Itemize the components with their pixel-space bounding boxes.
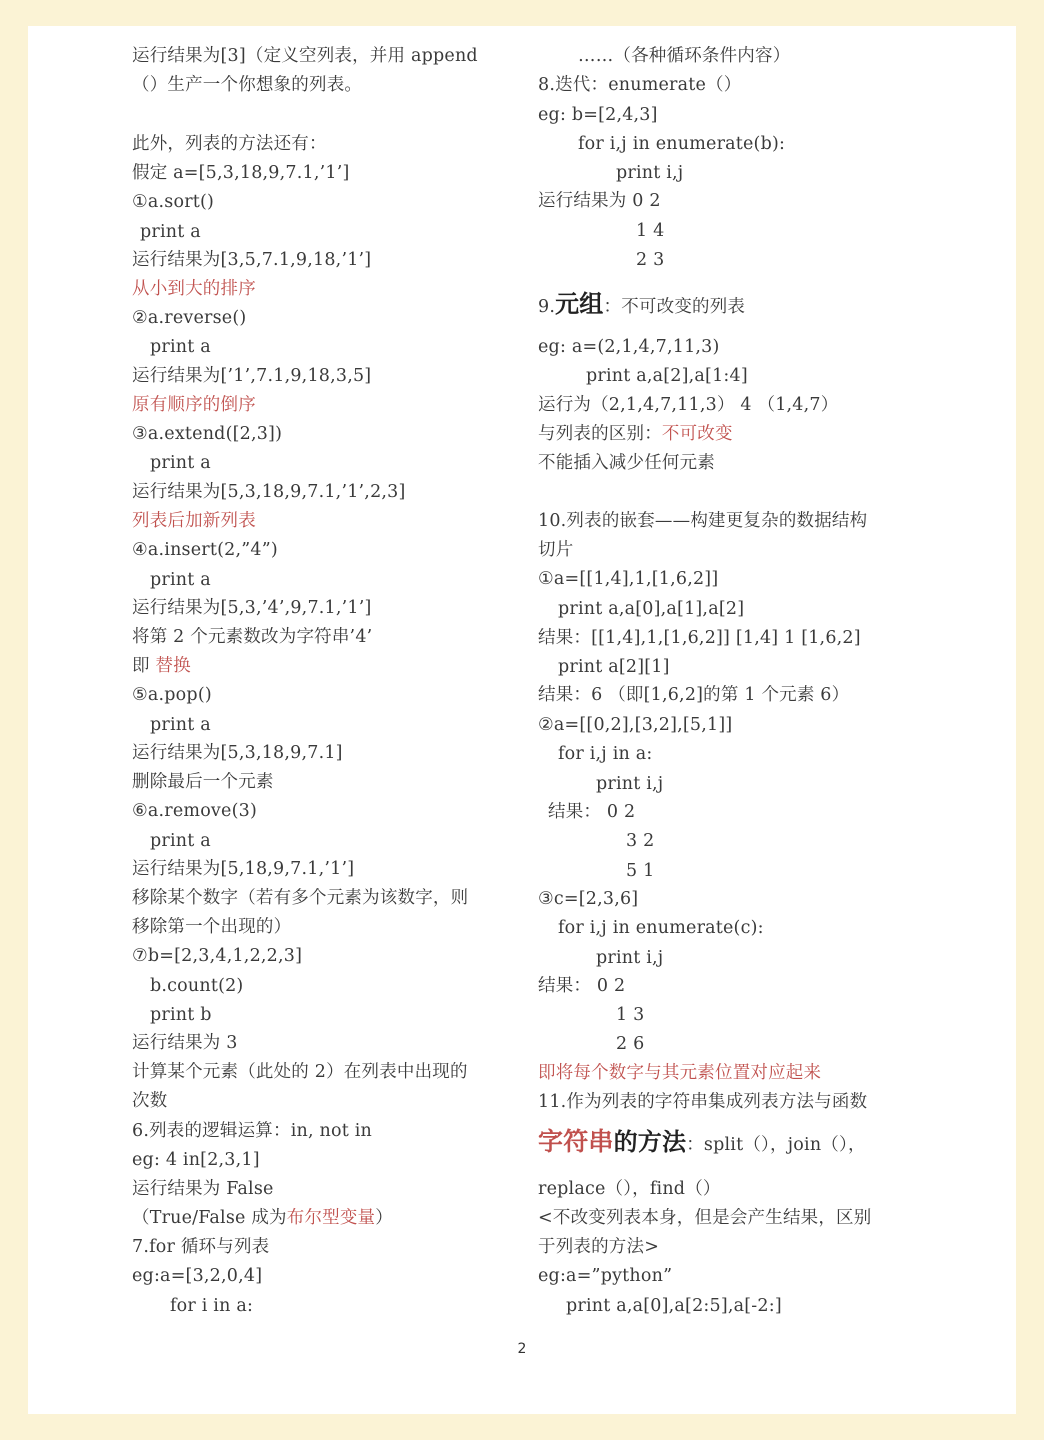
right-text-line [578,44,790,68]
left-text-line [132,190,214,214]
line-text: 运行为（2,1,4,7,11,3） 4 （1,4,7） [538,395,839,415]
line-text: 此外，列表的方法还有： [132,134,327,154]
line-text: 结果： 0 2 [548,802,636,822]
line-text: 不能插入减少任何元素 [538,453,715,473]
line-text: print a [150,337,211,357]
line-tail: 不可改变 [661,424,733,444]
line-tail: 替换 [155,656,191,676]
left-text-line [132,683,212,707]
right-text-line [538,713,732,737]
line-text: 从小到大的排序 [132,279,256,299]
line-text: 假定 a=[5,3,18,9,7.1,’1’] [132,163,350,183]
right-text-line [578,132,785,156]
line-text: print b [150,1005,212,1025]
heading-text: 元组 [555,289,604,318]
left-text-line [132,1119,372,1143]
line-text: print a,a[0],a[2:5],a[-2:] [566,1296,782,1316]
left-text-line [132,1206,393,1230]
right-text-line [558,655,670,679]
line-text: ⑥a.remove(3) [132,801,257,821]
right-text-line [558,597,744,621]
line-text: （）生产一个你想象的列表。 [132,75,363,95]
left-text-line [150,1003,212,1027]
document-page [28,26,1016,1414]
right-text-line [566,1294,782,1318]
line-text: 删除最后一个元素 [132,772,274,792]
heading-text: 的方法 [613,1127,687,1156]
left-text-line [132,538,278,562]
left-text-line [132,1264,262,1288]
line-text: 运行结果为 False [132,1179,274,1199]
left-text-line [132,1031,238,1055]
line-text: 8.迭代：enumerate（） [538,75,742,95]
left-text-line [132,1060,468,1084]
line-text: print i,j [596,948,664,968]
right-text-line [538,1090,867,1114]
line-text: print a [140,222,201,242]
line-text: ……（各种循环条件内容） [578,46,791,66]
line-text: 移除第一个出现的） [132,917,292,937]
left-text-line [132,277,256,301]
left-text-line [132,770,274,794]
line-text: eg:a=[3,2,0,4] [132,1266,263,1286]
left-text-line [132,741,343,765]
right-text-line [636,248,664,272]
right-text-line [538,1235,659,1259]
line-text: 原有顺序的倒序 [132,395,256,415]
left-text-line [132,1089,167,1113]
right-text-line [538,451,715,475]
right-text-line [636,219,664,243]
line-text: eg:a=”python” [538,1266,673,1286]
line-text: 3 2 [626,831,655,851]
line-text: 运行结果为[5,3,’4’,9,7.1,’1’] [132,598,372,618]
right-text-line [538,73,741,97]
line-text: 列表后加新列表 [132,511,256,531]
line-text: replace（），find（） [538,1179,721,1199]
right-text-line [538,538,573,562]
line-text: print a [150,715,211,735]
line-text: ②a.reverse() [132,308,247,328]
left-text-line [132,944,302,968]
right-text-line [538,567,718,591]
left-text-line [132,509,256,533]
right-text-line [538,1177,721,1201]
right-text-line [596,946,663,970]
right-text-line [616,1032,644,1056]
right-text-line [558,742,652,766]
left-text-line [132,857,354,881]
line-text: eg: b=[2,4,3] [538,105,658,125]
line-text: 即将每个数字与其元素位置对应起来 [538,1063,822,1083]
right-text-line [538,1061,821,1085]
line-text: 1 4 [636,221,665,241]
line-text: ①a.sort() [132,192,215,212]
line-text: 计算某个元素（此处的 2）在列表中出现的 [132,1062,468,1082]
left-text-line [132,44,478,68]
right-text-line [558,916,764,940]
line-text: print i,j [616,163,684,183]
line-text: 运行结果为 0 2 [538,191,661,211]
left-text-line [132,480,406,504]
left-text-line [132,364,371,388]
line-text: 次数 [132,1091,168,1111]
line-text: for i,j in a: [558,744,653,764]
line-tail-end: ） [375,1208,393,1228]
left-text-line [132,625,372,649]
line-text: 9. [538,297,556,317]
line-text: print i,j [596,774,664,794]
left-text-line [132,132,327,156]
line-text: ⑦b=[2,3,4,1,2,2,3] [132,946,303,966]
line-text: ②a=[[0,2],[3,2],[5,1]] [538,715,733,735]
line-text: 2 6 [616,1034,645,1054]
line-text: 2 3 [636,250,665,270]
left-text-line [132,1148,260,1172]
line-text: 1 3 [616,1005,645,1025]
line-tail: 布尔型变量 [286,1208,376,1228]
left-text-line [132,596,372,620]
left-text-line [150,829,211,853]
right-text-line [538,289,746,319]
left-text-line [132,799,257,823]
line-text: 与列表的区别： [538,424,662,444]
line-text: 7.for 循环与列表 [132,1237,270,1257]
line-text: <不改变列表本身，但是会产生结果，区别 [538,1208,872,1228]
line-text: for i,j in enumerate(c): [558,918,764,938]
line-text: 10.列表的嵌套——构建更复杂的数据结构 [538,511,868,531]
line-text: （True/False 成为 [132,1208,287,1228]
line-text: 移除某个数字（若有多个元素为该数字，则 [132,888,469,908]
left-text-line [132,248,371,272]
line-text: 运行结果为[3,5,7.1,9,18,’1’] [132,250,372,270]
right-text-line [626,859,654,883]
left-text-line [132,73,362,97]
line-text: for i,j in enumerate(b): [578,134,786,154]
right-text-line [538,335,720,359]
left-text-line [150,451,211,475]
right-text-line [626,829,654,853]
right-text-line [616,161,683,185]
right-text-line [616,1003,644,1027]
right-text-line [538,509,867,533]
right-text-line [538,1206,871,1230]
page-number: 2 [517,1341,527,1357]
line-text: print a[2][1] [558,657,670,677]
line-text: 于列表的方法> [538,1237,660,1257]
left-text-line [132,306,246,330]
left-text-line [150,335,211,359]
right-text-line [538,974,625,998]
right-text-line [586,364,748,388]
line-text: ③a.extend([2,3]) [132,424,283,444]
line-text: 切片 [538,540,574,560]
line-tail: ：不可改变的列表 [603,297,746,317]
left-text-line [150,974,243,998]
line-text: 11.作为列表的字符串集成列表方法与函数 [538,1092,868,1112]
line-text: 运行结果为 3 [132,1033,238,1053]
line-text: 运行结果为[5,3,18,9,7.1,’1’,2,3] [132,482,406,502]
heading-highlight: 字符串 [538,1127,614,1156]
left-text-line [132,654,191,678]
line-text: 结果：[[1,4],1,[1,6,2]] [1,4] 1 [1,6,2] [538,628,861,648]
line-text: ④a.insert(2,”4”) [132,540,278,560]
left-text-line [132,1235,269,1259]
line-text: 运行结果为[3]（定义空列表，并用 append [132,46,478,66]
left-text-line [140,220,201,244]
right-text-line [538,103,658,127]
line-text: eg: 4 in[2,3,1] [132,1150,260,1170]
right-text-line [538,887,638,911]
line-text: ③c=[2,3,6] [538,889,639,909]
line-text: eg: a=(2,1,4,7,11,3) [538,337,720,357]
right-text-line [538,393,838,417]
line-text: print a [150,831,211,851]
right-text-line [548,800,635,824]
line-text: 运行结果为[5,18,9,7.1,’1’] [132,859,355,879]
right-text-line [538,683,849,707]
right-text-line [538,1127,866,1157]
line-text: 结果：6 （即[1,6,2]的第 1 个元素 6） [538,685,850,705]
line-text: print a [150,570,211,590]
line-text: print a,a[0],a[1],a[2] [558,599,745,619]
left-text-line [150,713,211,737]
left-text-line [150,568,211,592]
line-text: 运行结果为[’1’,7.1,9,18,3,5] [132,366,372,386]
line-text: 结果： 0 2 [538,976,626,996]
left-text-line [132,422,282,446]
line-text: for i in a: [170,1296,254,1316]
line-text: 将第 2 个元素数改为字符串’4’ [132,627,373,647]
left-text-line [132,886,468,910]
right-text-line [538,1264,672,1288]
left-text-line [170,1294,253,1318]
line-text: b.count(2) [150,976,244,996]
right-text-line [538,626,861,650]
line-text: 5 1 [626,861,655,881]
left-text-line [132,1177,274,1201]
right-text-line [538,422,733,446]
right-text-line [538,189,661,213]
line-text: print a [150,453,211,473]
left-text-line [132,915,291,939]
line-text: 6.列表的逻辑运算：in, not in [132,1121,372,1141]
line-text: 运行结果为[5,3,18,9,7.1] [132,743,343,763]
left-text-line [132,161,350,185]
line-text: ⑤a.pop() [132,685,212,705]
line-tail: ：split（），join（）， [686,1135,866,1155]
right-text-line [596,772,663,796]
line-text: 即 [132,656,156,676]
line-text: ①a=[[1,4],1,[1,6,2]] [538,569,719,589]
left-text-line [132,393,256,417]
line-text: print a,a[2],a[1:4] [586,366,748,386]
